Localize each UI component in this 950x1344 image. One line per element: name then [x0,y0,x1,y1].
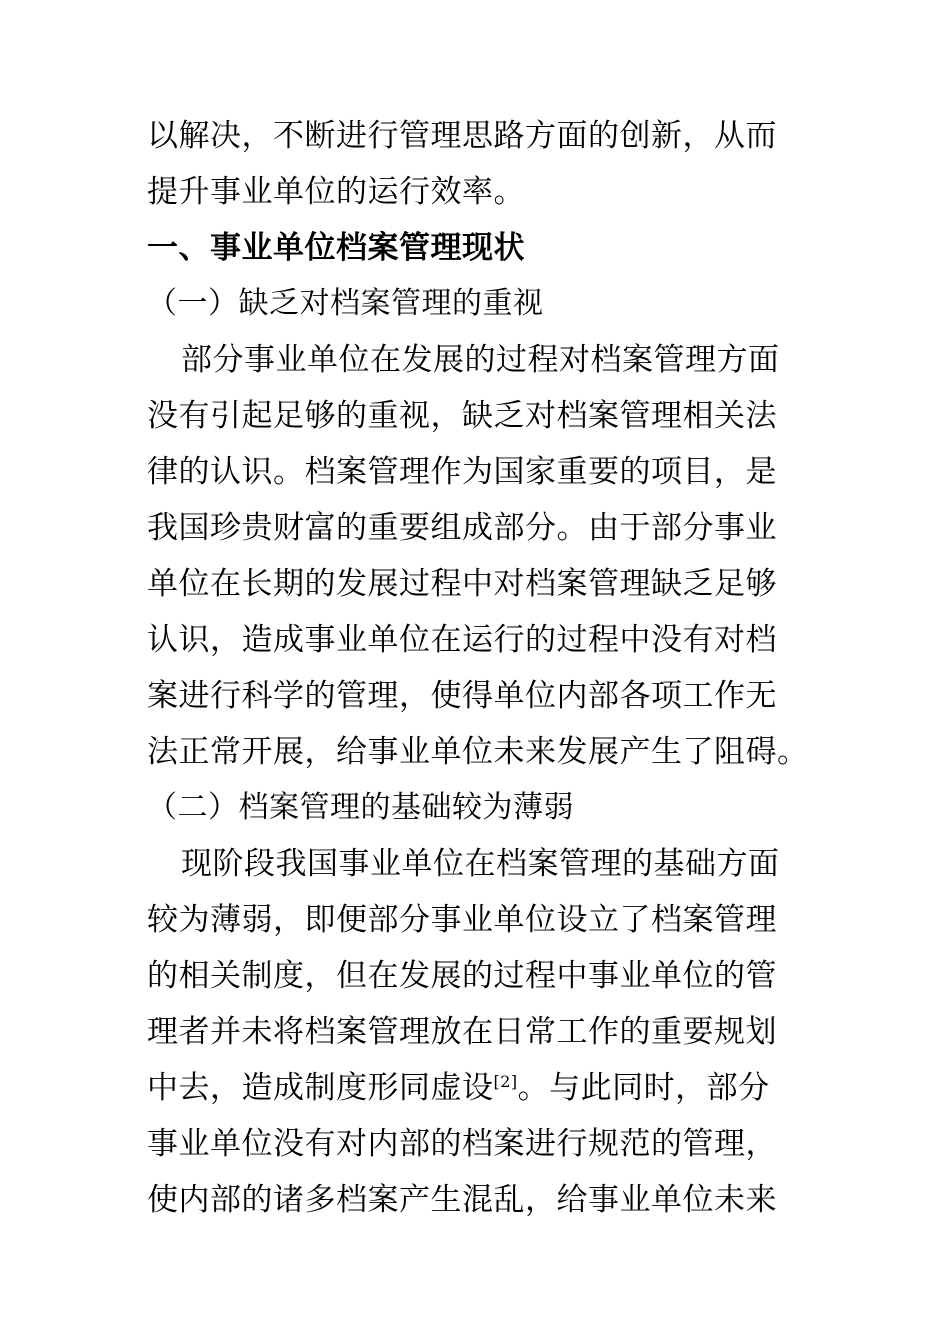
paragraph-line: 法正常开展，给事业单位未来发展产生了阻碍。 [147,734,809,770]
paragraph-line: 认识，造成事业单位在运行的过程中没有对档 [147,622,777,658]
paragraph-line: 现阶段我国事业单位在档案管理的基础方面 [181,846,780,882]
paragraph-line-with-citation [147,1060,807,1116]
paragraph-line: 没有引起足够的重视，缺乏对档案管理相关法 [147,398,777,434]
paragraph-line: 部分事业单位在发展的过程对档案管理方面 [181,342,780,378]
paragraph-line: 使内部的诸多档案产生混乱，给事业单位未来 [147,1182,777,1218]
line-text-before-citation: 中去，造成制度形同虚设 [147,1070,494,1106]
section-heading: 一、事业单位档案管理现状 [147,230,525,266]
paragraph-line: 事业单位没有对内部的档案进行规范的管理， [147,1126,777,1162]
paragraph-line: 的相关制度，但在发展的过程中事业单位的管 [147,958,777,994]
subsection-heading-2: （二）档案管理的基础较为薄弱 [147,790,574,825]
paragraph-line: 单位在长期的发展过程中对档案管理缺乏足够 [147,566,777,602]
paragraph-line: 理者并未将档案管理放在日常工作的重要规划 [147,1014,777,1050]
paragraph-line: 以解决，不断进行管理思路方面的创新，从而 [147,118,777,154]
paragraph-line: 提升事业单位的运行效率。 [147,174,525,210]
document-body [147,108,807,1228]
line-text-after-citation: 。与此同时，部分 [517,1070,770,1106]
subsection-heading-1: （一）缺乏对档案管理的重视 [147,286,544,321]
paragraph-line: 我国珍贵财富的重要组成部分。由于部分事业 [147,510,777,546]
citation-marker: [2] [493,1072,518,1091]
paragraph-line: 较为薄弱，即便部分事业单位设立了档案管理 [147,902,777,938]
paragraph-line: 案进行科学的管理，使得单位内部各项工作无 [147,678,777,714]
paragraph-line: 律的认识。档案管理作为国家重要的项目，是 [147,454,777,490]
